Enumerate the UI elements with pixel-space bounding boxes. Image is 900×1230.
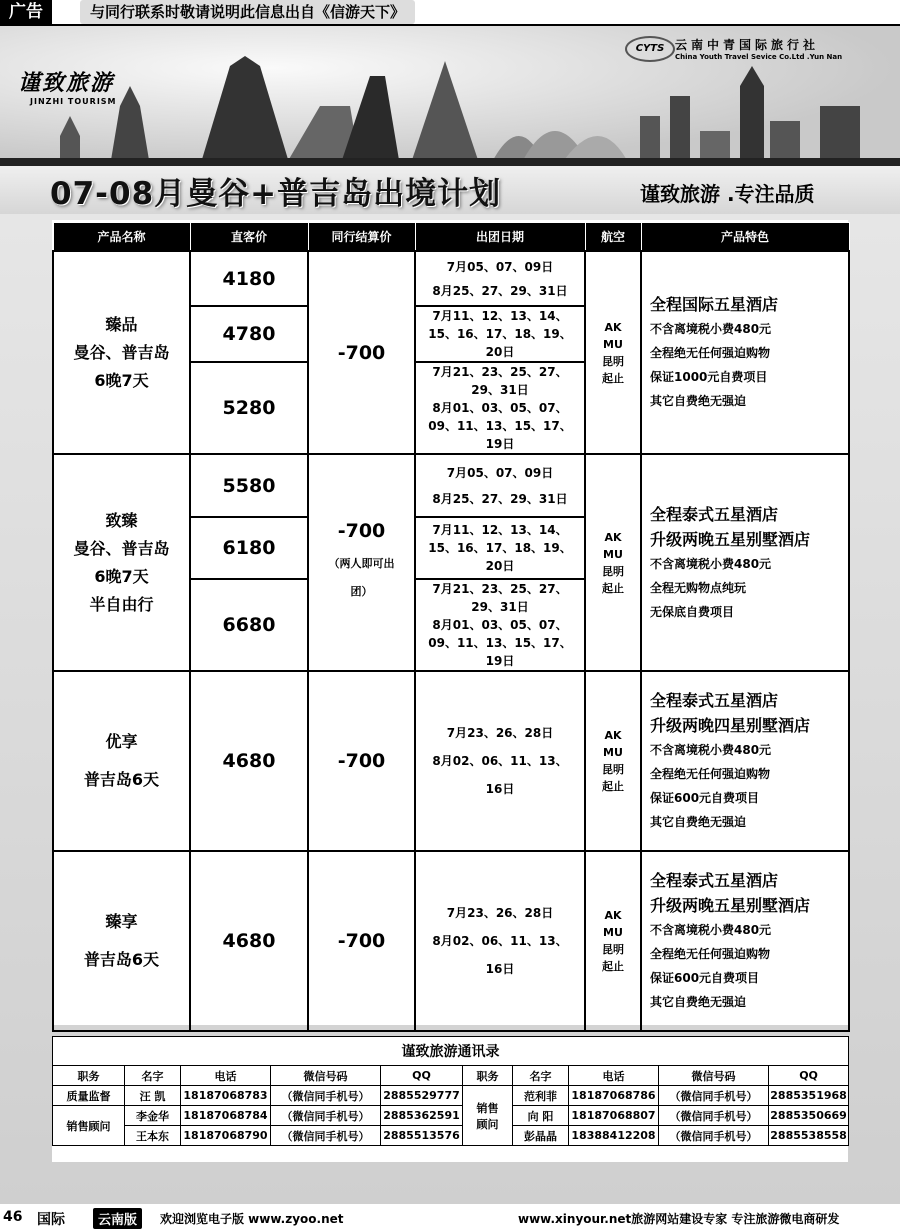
header-settle-price: 同行结算价 [308,223,415,252]
settle-cell [308,671,415,851]
airline-code: MU [603,547,623,561]
airline-note: 起止 [602,581,624,595]
date-cell [415,306,585,362]
header-retail-price: 直客价 [190,223,308,252]
contacts-header: QQ [769,1066,849,1086]
date-cell [415,851,585,1031]
contact-name: 李金华 [125,1106,181,1126]
contact-name: 彭晶晶 [513,1126,569,1146]
retail-price: 5280 [190,362,308,454]
date-cell [415,454,585,517]
product-name: 致臻 [105,510,138,530]
features-cell [641,251,849,454]
feature-headline: 升级两晚五星别墅酒店 [650,529,811,549]
contact-row [53,1106,849,1126]
contacts-header: 微信号码 [659,1066,769,1086]
date-line: 29、31日 [471,600,529,614]
contact-phone: 18187068783 [181,1086,271,1106]
contacts-header-row [53,1066,849,1086]
date-line: 09、11、13、15、17、 [428,636,572,650]
date-line: 7月23、26、28日 [446,726,554,740]
product-duration: 6晚7天 [94,566,149,586]
date-line: 8月01、03、05、07、 [432,401,568,415]
date-line: 7月21、23、25、27、 [432,582,568,596]
feature-item: 全程绝无任何强迫购物 [650,767,771,781]
contacts-header: 微信号码 [271,1066,381,1086]
contacts-header: 电话 [569,1066,659,1086]
feature-headline: 升级两晚五星别墅酒店 [650,896,811,915]
table-row [53,454,849,517]
page-title: 07-08月曼谷+普吉岛出境计划 [50,176,502,212]
retail-price: 6680 [190,579,308,671]
contact-qq: 2885362591 [381,1106,463,1126]
feature-headline: 全程泰式五星酒店 [650,871,779,890]
source-note: 与同行联系时敬请说明此信息出自《信游天下》 [80,0,415,24]
feature-item: 不含离境税小费480元 [650,322,772,336]
jinzhi-logo [18,66,117,106]
airline-city: 昆明 [602,564,624,578]
footer-ad-text: www.xinyour.net旅游网站建设专家 专注旅游微电商研发 [518,1212,840,1226]
contact-name: 范利菲 [513,1086,569,1106]
feature-item: 全程无购物点纯玩 [650,580,747,595]
date-line: 7月23、26、28日 [446,906,554,920]
airline-city: 昆明 [602,943,624,956]
retail-price: 4180 [190,251,308,306]
contact-role: 质量监督 [53,1086,125,1106]
contact-row [53,1126,849,1146]
product-duration: 6晚7天 [94,370,149,390]
feature-item: 其它自费绝无强迫 [650,815,747,829]
contacts-header: 职务 [53,1066,125,1086]
feature-headline: 全程泰式五星酒店 [650,504,779,524]
contact-name: 向 阳 [513,1106,569,1126]
company-cn: 云南中青国际旅行社 [675,38,820,52]
contacts-header: 名字 [513,1066,569,1086]
contact-qq: 2885538558 [769,1126,849,1146]
contact-wechat: （微信同手机号） [659,1086,769,1106]
date-line: 7月21、23、25、27、 [432,365,568,379]
settle-price: -700 [337,750,386,772]
date-line: 16日 [485,782,515,796]
settle-cell [308,251,415,454]
date-line: 8月25、27、29、31日 [432,283,568,298]
date-cell [415,517,585,579]
airline-code: AK [604,320,622,334]
logo-cn: 谨致旅游 [18,70,115,96]
contact-wechat: （微信同手机号） [271,1086,381,1106]
page-number: 46 [3,1209,23,1225]
settle-price: -700 [337,930,386,952]
contact-phone: 18388412208 [569,1126,659,1146]
feature-item: 不含离境税小费480元 [650,743,772,757]
cyts-logo [625,36,895,61]
feature-item: 保证600元自费项目 [650,791,760,805]
date-line: 8月02、06、11、13、 [432,934,568,948]
settle-price: -700 [337,341,386,364]
landmark-skyline-icon [0,46,900,166]
airline-code: MU [603,746,623,759]
settle-note: （两人即可出团） [328,556,395,598]
airline-note: 起止 [602,371,624,385]
feature-item: 全程绝无任何强迫购物 [650,346,771,360]
airline-city: 昆明 [602,763,624,776]
date-cell [415,362,585,454]
date-line: 8月25、27、29、31日 [432,491,568,506]
contacts-title: 谨致旅游通讯录 [53,1037,849,1066]
product-name: 臻品 [105,314,138,334]
date-line: 8月01、03、05、07、 [432,618,568,632]
date-cell [415,579,585,671]
contact-row [53,1086,849,1106]
contact-phone: 18187068786 [569,1086,659,1106]
features-cell [641,671,849,851]
date-line: 16日 [485,962,515,976]
contact-qq: 2885529777 [381,1086,463,1106]
feature-item: 其它自费绝无强迫 [650,394,747,408]
product-route: 曼谷、普吉岛 [73,538,170,558]
contacts-header: 名字 [125,1066,181,1086]
product-route: 曼谷、普吉岛 [73,342,170,362]
contact-wechat: （微信同手机号） [271,1126,381,1146]
airline-note: 起止 [602,960,624,973]
settle-cell [308,851,415,1031]
company-en: China Youth Travel Sevice Co.Ltd .Yun Nan [675,53,843,61]
airline-cell [585,454,641,671]
tour-table [52,222,850,1032]
date-cell [415,671,585,851]
contact-qq: 2885350669 [769,1106,849,1126]
contact-role: 销售顾问 [53,1106,125,1146]
airline-code: MU [603,926,623,939]
table-row [53,251,849,306]
airline-note: 起止 [602,780,624,793]
airline-cell [585,671,641,851]
date-line: 15、16、17、18、19、 [428,541,572,555]
feature-headline: 全程国际五星酒店 [650,295,779,314]
settle-price: -700 [337,519,386,542]
contacts-header: QQ [381,1066,463,1086]
retail-price: 5580 [190,454,308,517]
banner [0,26,900,166]
date-line: 09、11、13、15、17、 [428,419,572,433]
contact-name: 汪 凯 [125,1086,181,1106]
header-features: 产品特色 [641,223,849,252]
footer-edition-badge: 云南版 [93,1208,142,1229]
contact-qq: 2885513576 [381,1126,463,1146]
header-dates: 出团日期 [415,223,585,252]
product-route: 普吉岛6天 [83,770,160,789]
feature-item: 不含离境税小费480元 [650,556,772,571]
slogan: 谨致旅游 .专注品质 [640,182,815,206]
date-line: 7月05、07、09日 [446,465,554,480]
date-line: 20日 [485,345,515,359]
feature-item: 无保底自费项目 [650,604,735,619]
contacts-title-row [53,1037,849,1066]
header-product: 产品名称 [53,223,190,252]
contact-phone: 18187068807 [569,1106,659,1126]
product-route: 普吉岛6天 [83,950,160,969]
settle-cell [308,454,415,671]
product-name-cell [53,851,190,1031]
retail-price: 6180 [190,517,308,579]
contact-name: 王本东 [125,1126,181,1146]
contact-role: 销售顾问 [463,1086,513,1146]
contacts-header: 职务 [463,1066,513,1086]
feature-item: 保证1000元自费项目 [650,370,768,384]
cyts-emblem-icon: CYTS [625,36,675,62]
date-cell [415,251,585,306]
features-cell [641,454,849,671]
contact-wechat: （微信同手机号） [271,1106,381,1126]
footer-section: 国际 [37,1212,65,1228]
contact-qq: 2885351968 [769,1086,849,1106]
product-name: 臻享 [105,912,138,931]
table-header-row [53,223,849,252]
ad-label: 广告 [0,0,52,24]
date-line: 7月11、12、13、14、 [432,523,568,537]
airline-code: AK [604,530,622,544]
header-airline: 航空 [585,223,641,252]
retail-price: 4680 [190,851,308,1031]
footer-website-link[interactable]: 欢迎浏览电子版 www.zyoo.net [160,1212,344,1226]
contact-phone: 18187068784 [181,1106,271,1126]
feature-item: 其它自费绝无强迫 [650,995,747,1009]
date-line: 20日 [485,559,515,573]
product-name-cell [53,251,190,454]
logo-en: JINZHI TOURISM [30,97,117,106]
date-line: 7月11、12、13、14、 [432,309,568,323]
feature-headline: 全程泰式五星酒店 [650,691,779,710]
contact-wechat: （微信同手机号） [659,1126,769,1146]
retail-price: 4780 [190,306,308,362]
date-line: 8月02、06、11、13、 [432,754,568,768]
airline-city: 昆明 [602,354,624,368]
contact-phone: 18187068790 [181,1126,271,1146]
date-line: 19日 [485,437,515,451]
product-mode: 半自由行 [89,594,154,614]
retail-price: 4680 [190,671,308,851]
airline-code: MU [603,337,623,351]
contact-wechat: （微信同手机号） [659,1106,769,1126]
date-line: 7月05、07、09日 [446,259,554,274]
date-line: 29、31日 [471,383,529,397]
feature-item: 全程绝无任何强迫购物 [650,947,771,961]
feature-item: 保证600元自费项目 [650,971,760,985]
feature-item: 不含离境税小费480元 [650,923,772,937]
contacts-header: 电话 [181,1066,271,1086]
date-line: 19日 [485,654,515,668]
airline-code: AK [604,909,622,922]
airline-code: AK [604,729,622,742]
feature-headline: 升级两晚四星别墅酒店 [650,716,811,735]
table-row [53,671,849,851]
airline-cell [585,251,641,454]
date-line: 15、16、17、18、19、 [428,327,572,341]
contacts-table [52,1036,849,1146]
features-cell [641,851,849,1031]
product-name-cell [53,454,190,671]
product-name-cell [53,671,190,851]
table-row [53,851,849,1031]
airline-cell [585,851,641,1031]
product-name: 优享 [105,732,138,751]
